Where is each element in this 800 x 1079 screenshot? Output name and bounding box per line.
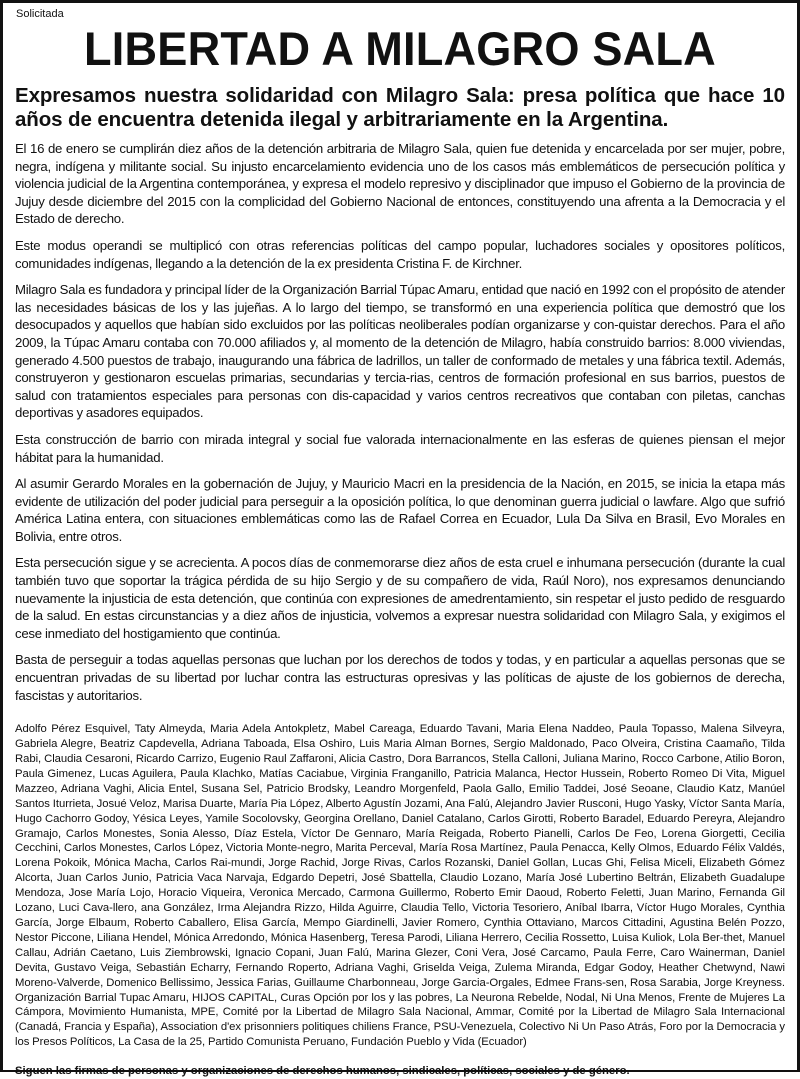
signatures-list: Adolfo Pérez Esquivel, Taty Almeyda, Maria Adela Antokpletz, Mabel Careaga, Eduardo Tavani, Maria Elena Naddeo, Paula Topasso, Malena Silveyra, Gabriela Alegre, Beatriz Capdevella, Adriana Taboada, Elsa Oshiro, Luis Maria Alman Bornes, Sergio Maldonado, Paco Olveira, Cristina Caamaño, Tilda Rabi, Claudia Cesaroni, Ricardo Carrizo, Eugenio Raul Zaffaroni, Alicia Castro, Dora Barrancos, Stella Calloni, Juliana Marino, Rocco Carbone, Atilio Boron, Paula Gimenez, Lucas Aguilera, Paula Klachko, Matías Caciabue, Virginia Franganillo, Patricia Malanca, Hector Hussein, Roberto Romeo Di Vita, Miguel Mazzeo, Adriana Vaghi, Alicia Entel, Susana Sel, Patricio Brodsky, Leandro Morgenfeld, Paola Gallo, Emilio Taddei, José Seoane, Claudio Katz, Manúel Santos Iturrieta, Josué Veloz, Marisa Duarte, María Pia López, Alberto Agustín Jozami, Ana Falú, Alejandro Javier Rusconi, Hugo Yasky, Víctor Santa María, Hugo Cachorro Godoy, Yésica Leyes, Yamile Socolovsky, Georgina Orellano, Daniel Catalano, Carlos Girotti, Roberto Baradel, Eduardo Pereyra, Alejandro Gramajo, Carlos Monestes, Sonia Alesso, Díaz Estela, Víctor De Gennaro, María Reigada, Roberto Pianelli, Carlos De Feo, Lorena Giorgetti, Cecilia Cecchini, Carlos Monestes, Carlos López, Victoria Monte-negro, Marita Perceval, María Rosa Martínez, Paula Penacca, Kelly Olmos, Eduardo Félix Valdés, Lorena Pokoik, Mónica Macha, Carlos Rai-mundi, Jorge Rachid, Jorge Rivas, Carlos Rozanski, Daniel Gollan, Lucas Ghi, Felisa Miceli, Elizabeth Gómez Alcorta, Juan Carlos Junio, Patricia Vaca Narvaja, Edgardo Depetri, José Sbattella, Claudio Lozano, María José Lubertino Beltrán, Elizabeth Guadalupe Mendoza, Jose María Lojo, Horacio Viqueira, Veronica Mercado, Carmona Guillermo, Roberto Emir Daoud, Roberto Feletti, Juan Marino, Fernanda Gil Lozano, Luci Cava-llero, ana González, Irma Alejandra Rizzo, Hilda Aguirre, Claudia Tello, Victoria Tesoriero, Aníbal Ibarra, Víctor Hugo Morales, Cynthia García, Jorge Elbaum, Roberto Caballero, Elisa García, Mempo Giardinelli, Javier Romero, Cynthia Ottaviano, Marcos Cittadini, Agustina Belén Pozzo, Nestor Piccone, Liliana Hendel, Mónica Arredondo, Mónica Hasenberg, Teresa Parodi, Liliana Herrero, Cecilia Rossetto, Luisa Kuliok, Lola Ber-thet, Manuel Callau, Adrián Caetano, Luis Ziembrowski, Ignacio Copani, Juan Falú, Marina Glezer, Coni Vera, José Carcamo, Paula Ferre, Caro Wainerman, Daniel Devita, Gustavo Veiga, Sebastián Echarry, Fernando Roperto, Adriana Vaghi, Griselda Veiga, Zulema Miranda, Edgar Godoy, Heather Chetwynd, Nawi Moreno-Valverde, Domenico Bellissimo, Jessica Farias, Guillaume Charbonneau, Jorge Garcia-Orgales, Edmee Frans-sen, Rosa Sarabia, Jorge Kreyness. Organización Barrial Tupac Amaru, HIJOS CAPITAL, Curas Opción por los y las pobres, La Neurona Rebelde, Nodal, Ni Una Menos, Frente de Mujeres La Cámpora, Movimiento Humanista, MPE, Comité por la Libertad de Milagro Sala Nacional, Ammar, Comité por la Libertad de Milagro Sala Internacional (Canadá, Francia y España), Association d'ex prisonniers politiques chiliens France, PSU-Venezuela, Colectivo Ni Un Paso Atrás, Foro por la Democracia y los Presos Políticos, La Casa de la 25, Partido Comunista Peruano, Fundación Pueblo y Vida (Ecuador) — [15, 723, 785, 1049]
body-text — [15, 140, 785, 704]
paragraph-modus-operandi: Este modus operandi se multiplicó con otras referencias políticas del campo popular, luchadores sociales y opositores políticos, comunidades indígenas, llegando a la detención de la ex presidenta Cristina F. de Kirchner. — [15, 237, 785, 271]
closing-note: Siguen las firmas de personas y organizaciones de derechos humanos, sindicales, políticas, sociales y de género. — [15, 1065, 630, 1078]
paragraph-lawfare: Al asumir Gerardo Morales en la gobernación de Jujuy, y Mauricio Macri en la presidencia de la Nación, en 2015, se inicia la etapa más evidente de utilización del poder judicial para perseguir a la oposición política, lo que denominan guerra judicial o lawfare. Algo que sufrió América Latina entera, con situaciones emblemáticas como las de Rafael Correa en Ecuador, Lula Da Silva en Brasil, Evo Morales en Bolivia, entre otros. — [15, 476, 785, 544]
paragraph-anniversary: El 16 de enero se cumplirán diez años de la detención arbitraria de Milagro Sala, quien fue detenida y encarcelada por ser mujer, pobre, negra, indígena y militante social. Su injusto encarcelamiento evidencia uno de los casos más emblemáticos de persecución política y violencia judicial de la Argentina contemporánea, y expresa el modelo represivo y disciplinador que impuso el Gobierno de la provincia de Jujuy desde diciembre del 2015 con la complicidad del Gobierno Nacional de entonces, constituyendo una afrenta a la Democracia y el Estado de derecho. — [15, 141, 785, 227]
section-kicker: Solicitada — [16, 8, 64, 20]
paragraph-demand: Basta de perseguir a todas aquellas personas que luchan por los derechos de todos y todas, y en particular a aquellas personas que se encuentran privadas de su libertad por luchar contra las estructuras opresivas y las políticas de ajuste de los gobiernos de derecha, fascistas y autoritarios. — [15, 652, 785, 703]
subheadline: Expresamos nuestra solidaridad con Milagro Sala: presa política que hace 10 años de encuentra detenida ilegal y arbitrariamente en la Argentina. — [15, 84, 785, 131]
paragraph-persecution: Esta persecución sigue y se acrecienta. A pocos días de conmemorarse diez años de esta cruel e inhumana persecución (durante la cual también tuvo que soportar la trágica pérdida de su hijo Sergio y de su compañero de vida, Raúl Noro), nos expresamos denunciando nuevamente la injusticia de esta detención, que continúa con expresiones de amedrentamiento, sin respetar el justo pedido de resguardo de la salud. En estas circunstancias y a diez años de injusticia, volvemos a expresar nuestra solidaridad con Milagro Sala, y exigimos el cese inmediato del hostigamiento que continúa. — [15, 555, 785, 641]
page-title: LIBERTAD A MILAGRO SALA — [84, 22, 716, 75]
paragraph-international-recognition: Esta construcción de barrio con mirada integral y social fue valorada internacionalmente en las esferas de quienes piensan el mejor hábitat para la humanidad. — [15, 431, 785, 465]
paragraph-tupac-amaru: Milagro Sala es fundadora y principal líder de la Organización Barrial Túpac Amaru, entidad que nació en 1992 con el propósito de atender las necesidades básicas de los y las jujeñas. A lo largo del tiempo, se transformó en una experiencia política que demostró que los desocupados y aquellos que habían sido excluidos por las políticas neoliberales podían organizarse y con-quistar derechos. Para el año 2009, la Túpac Amaru contaba con 70.000 afiliados y, al momento de la detención de Milagro, había construido barrios: 8.000 viviendas, generado 4.500 puestos de trabajo, inaugurando una fábrica de ladrillos, un taller de conformado de metales y una fábrica textil. Además, construyeron y gestionaron escuelas primarias, secundarias y tercia-rias, centros de formación profesional en sus barrios, puestos de salud con tratamientos especiales para personas con dis-capacidad y varios centros recreativos que contaban con piletas, canchas deportivas y asadores equipados. — [15, 282, 785, 421]
